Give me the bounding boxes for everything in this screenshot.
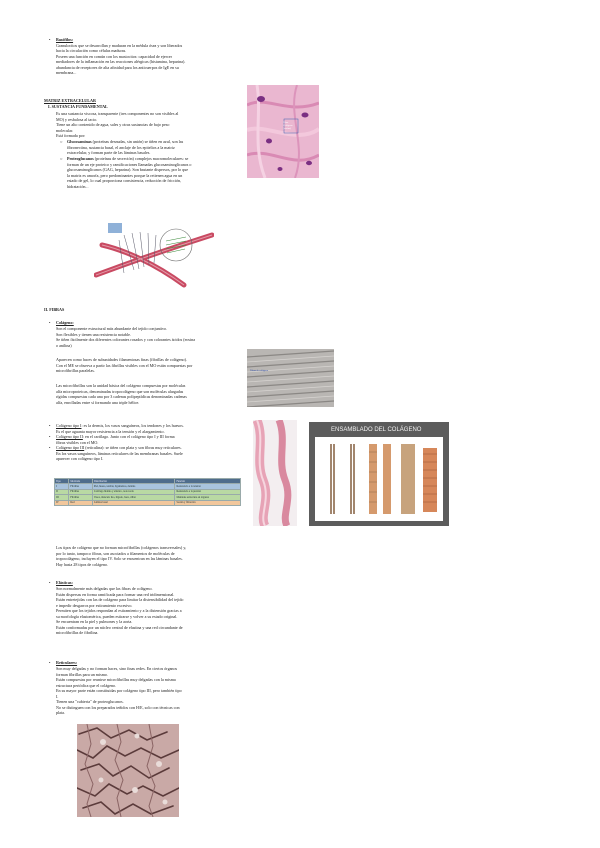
proteoglucanos-line: la matriz es amorfa, pero predominantes porque la retienen agua en un (67, 172, 183, 178)
table-cell: III (55, 495, 69, 500)
proteoglucanos-line: forman de un eje proteico y ramificaciones llamadas glucosaminoglicanos o (67, 161, 192, 167)
colageno-line: Son el componente estructural más abundante del tejido conjuntivo. (56, 326, 168, 331)
colageno-after: Los tipos de colágeno que no forman microfibrillas (colágenos transversales) y, (56, 545, 187, 550)
histo-label: (eosina) (283, 127, 292, 130)
bullet-dot: • (49, 37, 51, 42)
colageno-after: tropocolágeno, incluyen el tipo IV. Solo se encuentran en las láminas basales. (56, 556, 183, 561)
reticulares-line: forman fibrillas para un mismo. (56, 671, 108, 677)
reticulares-line: Están compuestas por reunirse microfibrillas muy delgadas con la misma (56, 677, 176, 682)
em-label: Fibras de colágeno (250, 369, 269, 372)
bullet-dot: • (49, 434, 51, 439)
proteoglucanos-line: estado de gel, lo cual proporciona consistencia, reducción de fricción, (67, 178, 182, 183)
colageno-para3: rígidas compuestas cada una por 3 cadenas polipeptídicas denominadas cadenas (56, 394, 187, 399)
proteoglucanos-term: Proteoglucanos (67, 156, 94, 161)
colageno-para3: alfa, enrolladas entre sí formando una triple hélice. (56, 399, 140, 405)
glucosaminas-text: (proteínas desnudas, sin unión) se tiñen en azul, son las (92, 139, 184, 144)
bullet-dot: • (49, 660, 51, 665)
table-cell: Sostén y filtración (175, 500, 241, 505)
tipo-extra: fibras visibles con el MO. (56, 439, 99, 445)
fibras-title: II. FIBRAS (44, 307, 65, 312)
reticulares-heading: Reticulares: (56, 660, 78, 665)
assembly-title: ENSAMBLADO DEL COLÁGENO (331, 427, 422, 433)
colageno-para3: alfa microproteicas, denominadas tropocolágeno que son moléculas alargadas (56, 388, 184, 394)
collagen-types-table (54, 478, 241, 506)
table-cell: Resistencia a la presión (175, 489, 241, 494)
tipo-text: : es la dermis, los vasos sanguíneos, los tendones y los huesos. (81, 423, 184, 428)
proteoglucanos-line: glucosaminoglicanos (GAG, heparina). Son bastante dispersos, por lo que (67, 167, 189, 172)
sustancia-heading: I. SUSTANCIA FUNDAMENTAL (48, 104, 108, 109)
basofilos-line: membrana... (56, 70, 77, 75)
sub-bullet: ○ (60, 139, 63, 144)
histo-label: Fibra (283, 121, 289, 124)
collagen-assembly-diagram (309, 422, 449, 526)
colageno-para2: Aparecen como haces de subunidades filamentosas finas (fibrillas de colágeno). (56, 357, 187, 362)
table-cell: IV (55, 500, 69, 505)
elasticas-line: Permiten que los tejidos respondan al estiramiento y a la distensión gracias a (56, 608, 182, 613)
table-header: Molécula (69, 479, 93, 484)
electron-micrograph (247, 349, 334, 407)
basofilos-line: hacia la circulación como células maduras. (56, 48, 127, 53)
colageno-line: o anilina) (56, 342, 72, 348)
reticulares-line: No se distinguen con los preparados teñidos con H/E, solo con técnicas con (56, 704, 180, 710)
table-cell: Lámina basal (92, 500, 175, 505)
elasticas-line: microfibrillas de fibrilina. (56, 630, 99, 635)
table-cell: Piel, hueso, tendón, ligamentos, dentina (92, 484, 175, 489)
histology-image (247, 85, 319, 178)
bullet-dot: • (49, 320, 51, 325)
collagen-fibers-image (253, 420, 297, 526)
elasticas-line: Son normalmente más delgadas que las fibras de colágeno. (56, 586, 153, 591)
colageno-para3: Las microfibrillas son la unidad básica del colágeno compuestas por moléculas (56, 383, 186, 388)
elasticas-line: Están entretejidas con las de colágeno para limitar la distensibilidad del tejido (56, 597, 184, 602)
colageno-line: Se tiñen fácilmente dos diferentes colorantes rosados y con colorantes ácidos (eosina (56, 337, 196, 342)
proteoglycan-diagram (94, 215, 214, 291)
bullet-dot: • (49, 423, 51, 428)
sub-bullet: ○ (60, 156, 63, 161)
glucosaminas-line: extracelular, y forman parte de las láminas basales. (67, 150, 151, 155)
reticulares-line: En su mayor parte están constituidas por colágeno tipo III, pero también tipo (56, 688, 182, 693)
tipo-extra: Es el que aguanta mayor resistencia a la tensión y el alargamiento. (56, 428, 165, 434)
colageno-after: por lo tanto, tampoco fibras, son asociados a filamentos de moléculas de (56, 550, 175, 556)
bullet-dot: • (49, 580, 51, 585)
reticular-fibers-image (77, 724, 179, 817)
bullet-dot: • (49, 445, 51, 450)
tipo-label: Colágeno tipo III (56, 445, 85, 450)
table-cell: I (55, 484, 69, 489)
reticulares-line: Tienen una "cubierta" de proteoglucanos. (56, 699, 124, 704)
proteoglucanos-text: (proteínas de secreción) complejos macromoleculares: se (94, 156, 189, 161)
basofilos-line: mediadores de la inflamación en las reacciones alérgicas (histamina, heparina). (56, 59, 186, 64)
matriz-title: MATRIZ EXTRACELULAR (44, 98, 96, 103)
elasticas-line: e impedir desgarros por estiramiento excesivo. (56, 602, 133, 608)
tipo-text: : en el cartílago. Junto con el colágeno tipo I y III forma (82, 434, 175, 439)
colageno-heading: Colágeno: (56, 320, 74, 325)
table-header: Tipo (55, 479, 69, 484)
matriz-line: molecular. (56, 127, 74, 133)
glucosaminas-line: fibronectina, sustancia basal, el anclaje de los epitelios a la matriz (67, 144, 175, 150)
colageno-para2: Con el ME se observa a partir las fibrillas visibles con el MO están compuestas por (56, 362, 193, 368)
matriz-line: Es una sustancia viscosa, transparente (tres componentes no son visibles al (56, 111, 179, 116)
table-header: Función (175, 479, 241, 484)
tipo-label: Colágeno tipo I (56, 423, 82, 428)
elasticas-line: su morfología elastomérica, pueden estirarse y volver a su estado original. (56, 613, 178, 619)
elasticas-heading: Elásticas: (56, 580, 73, 585)
colageno-line: Son flexibles y tienen una resistencia notable. (56, 331, 131, 337)
reticulares-line: I. (56, 693, 59, 699)
basofilos-line: Poseen una función en común con los mastocitos: capacidad de ejercer (56, 53, 172, 59)
table-cell: Vasos, músculo liso, hígado, bazo, riñón (92, 495, 175, 500)
table-cell: Cartílago hialino y elástico, notocorda (92, 489, 175, 494)
glucosaminas-term: Glucosaminas (67, 139, 92, 144)
table-cell: II (55, 489, 69, 494)
colageno-para2: microfibrillas paralelas. (56, 368, 95, 373)
table-cell: Red (69, 500, 93, 505)
reticulares-line: estructura periódica que el colágeno. (56, 682, 117, 688)
basofilos-line: Granulocitos que se desarrollan y maduran en la médula ósea y son liberados (56, 42, 183, 48)
table-cell: Fibrillas (69, 489, 93, 494)
tipo-extra: En los vasos sanguíneos, láminas reticulares de las membranas basales. Suele (56, 450, 183, 456)
basofilos-heading: Basófilos: (56, 37, 74, 42)
matriz-line: Está formada por: (56, 133, 86, 138)
elasticas-line: Se encuentran en la piel y pulmones y la aorta. (56, 619, 133, 624)
table-cell: Fibrillas (69, 495, 93, 500)
matriz-line: Tiene un alto contenido de agua, sales y otras sustancias de bajo peso (56, 122, 170, 127)
table-header: Distribución (92, 479, 175, 484)
proteoglucanos-line: hidratación... (67, 183, 89, 189)
matriz-line: MO) y resbalosa al tacto. (56, 116, 98, 122)
colageno-after: Hay hasta 28 tipos de colágeno. (56, 561, 109, 567)
tipo-text: (reticulina): se tiñen con plata y son fibras muy reticulares. (84, 445, 182, 450)
tipo-label: Colágeno tipo II (56, 434, 83, 439)
reticulares-line: Son muy delgadas y no forman haces, sino finas redes. En ciertos órganos (56, 666, 178, 671)
tipo-tail: aparecer con colágeno tipo I. (56, 456, 104, 461)
table-cell: Resistencia a la tensión (175, 484, 241, 489)
table-cell: Fibrillas (69, 484, 93, 489)
elasticas-line: Están dispersas en forma ramificada para formar una red tridimensional. (56, 591, 175, 597)
table-row (55, 500, 241, 505)
table-cell: Mantiene estructura en órganos (175, 495, 241, 500)
histo-label: Colágeno (283, 124, 293, 127)
reticulares-line: plata. (56, 710, 65, 715)
elasticas-line: Están conformadas por un núcleo central de elastina y una red circundante de (56, 624, 183, 630)
basofilos-line: abundancia de receptores de alta afinidad para los anticuerpos de IgE en su (56, 64, 179, 70)
